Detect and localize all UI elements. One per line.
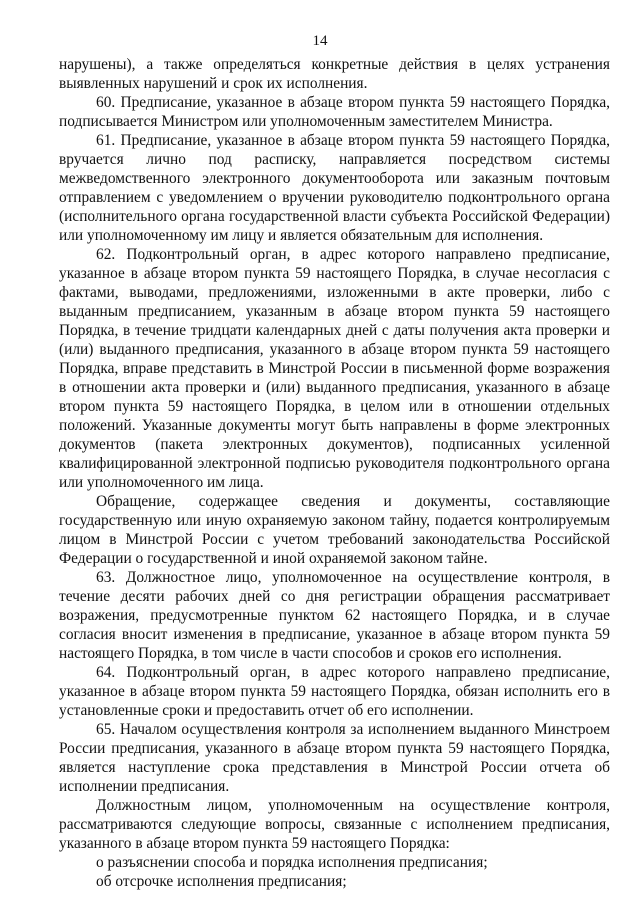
paragraph-continuation: нарушены), а также определяться конкретные действия в целях устранения выявленных нарушений и срок их исполнения. (59, 56, 610, 92)
paragraph-63: 63. Должностное лицо, уполномоченное на осуществление контроля, в течение десяти рабочих дней со дня регистрации обращения рассматривает возражения, предусмотренные пунктом 62 настоящего Порядка, и в случае согласия вносит изменения в предписание, указанное в абзаце втором пункта 59 настоящего Порядка, в том числе в части способов и сроков его исполнения. (59, 569, 610, 662)
paragraph-61: 61. Предписание, указанное в абзаце втором пункта 59 настоящего Порядка, вручается лично под расписку, направляется посредством системы межведомственного электронного документооборота или заказным почтовым отправлением с уведомлением о вручении руководителю подконтрольного органа (исполнительного органа государственной власти субъекта Российской Федерации) или уполномоченному им лицу и является обязательным для исполнения. (59, 132, 610, 244)
page-number: 14 (312, 33, 328, 49)
paragraph-62: 62. Подконтрольный орган, в адрес которого направлено предписание, указанное в абзаце втором пункта 59 настоящего Порядка, в случае несогласия с фактами, выводами, предложениями, изложенными в акте проверки, либо с выданным предписанием, указанным в абзаце втором пункта 59 настоящего Порядка, в течение тридцати календарных дней с даты получения акта проверки и (или) выданного предписания, указанного в абзаце втором пункта 59 настоящего Порядка, вправе представить в Минстрой России в письменной форме возражения в отношении акта проверки и (или) выданного предписания, указанного в абзаце втором пункта 59 настоящего Порядка, в целом или в отношении отдельных положений. Указанные документы могут быть направлены в форме электронных документов (пакета электронных документов), подписанных усиленной квалифицированной электронной подписью руководителя подконтрольного органа или уполномоченного им лица. (59, 246, 610, 491)
paragraph-questions: Должностным лицом, уполномоченным на осуществление контроля, рассматриваются следующие вопросы, связанные с исполнением предписания, указанного в абзаце втором пункта 59 настоящего Порядка: (59, 797, 610, 852)
list-item-clarification: о разъяснении способа и порядка исполнения предписания; (96, 854, 488, 871)
paragraph-65: 65. Началом осуществления контроля за исполнением выданного Минстроем России предписания, указанного в абзаце втором пункта 59 настоящего Порядка, является наступление срока представления в Минстрой России отчета об исполнении предписания. (59, 721, 610, 795)
paragraph-64: 64. Подконтрольный орган, в адрес которого направлено предписание, указанное в абзаце втором пункта 59 настоящего Порядка, обязан исполнить его в установленные сроки и предоставить отчет об его исполнении. (59, 664, 610, 719)
list-item-deferral: об отсрочке исполнения предписания; (96, 873, 347, 890)
document-body (59, 55, 610, 891)
paragraph-60: 60. Предписание, указанное в абзаце втором пункта 59 настоящего Порядка, подписывается Министром или уполномоченным заместителем Министра. (59, 94, 610, 130)
paragraph-appeal: Обращение, содержащее сведения и документы, составляющие государственную или иную охраняемую законом тайну, подается контролируемым лицом в Минстрой России с учетом требований законодательства Российской Федерации о государственной и иной охраняемой законом тайне. (59, 493, 610, 567)
